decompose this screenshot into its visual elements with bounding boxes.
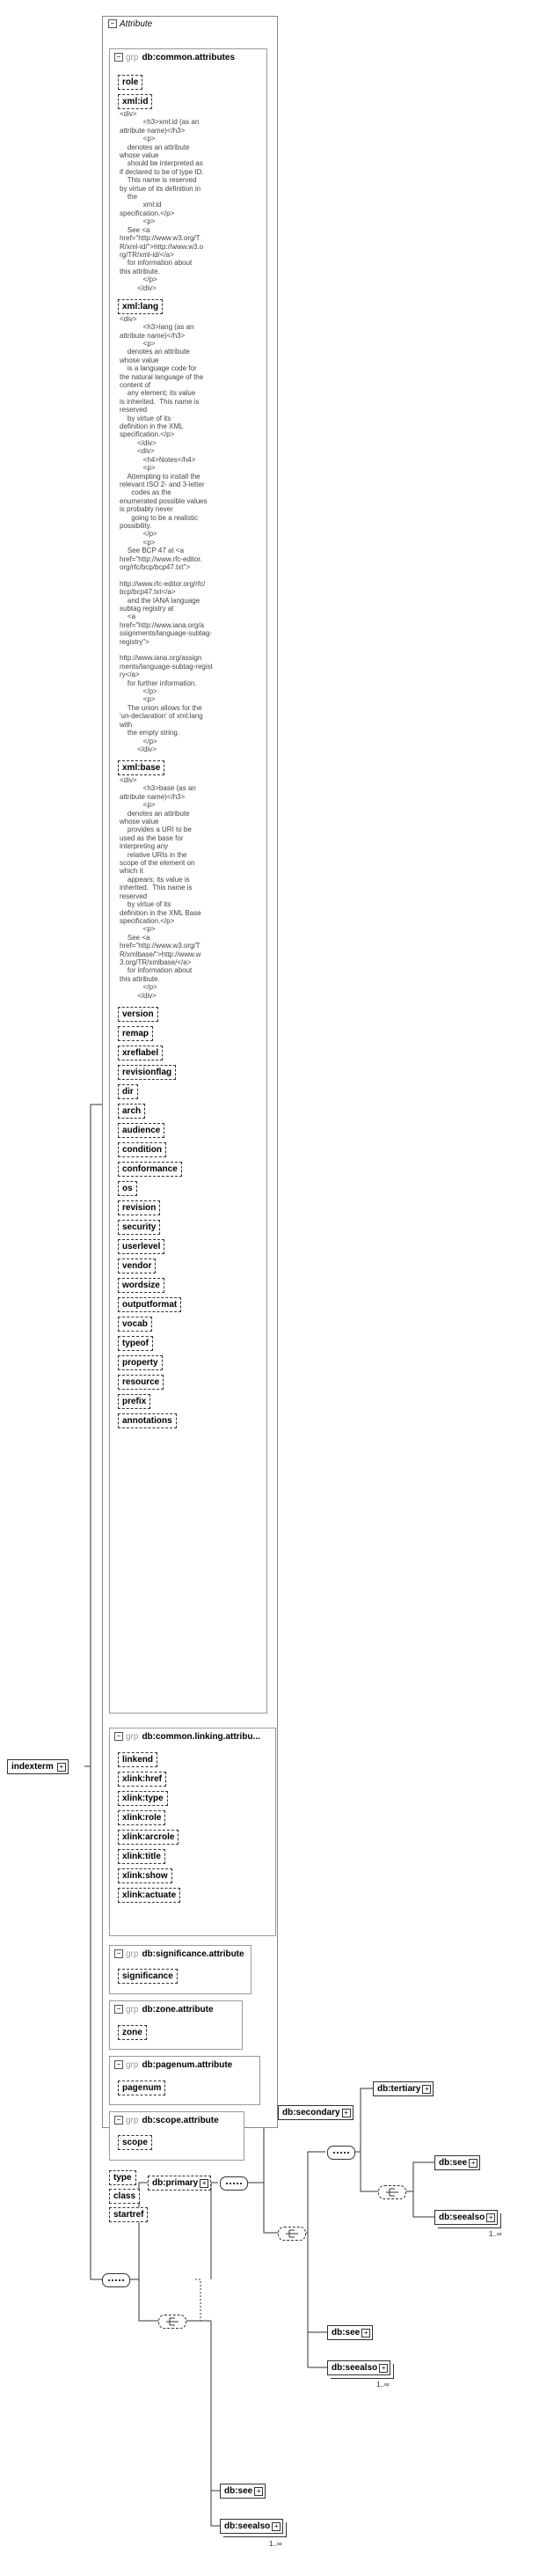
attribute-xml-id[interactable]: xml:id bbox=[118, 94, 152, 109]
expand-icon[interactable]: + bbox=[379, 2364, 388, 2373]
expand-icon[interactable]: + bbox=[486, 2213, 495, 2222]
attribute-class[interactable]: class bbox=[109, 2189, 140, 2204]
attribute-security[interactable]: security bbox=[118, 1220, 160, 1235]
attribute-version[interactable]: version bbox=[118, 1007, 158, 1022]
attribute-xreflabel[interactable]: xreflabel bbox=[118, 1046, 163, 1060]
attribute-xlink-title[interactable]: xlink:title bbox=[118, 1849, 165, 1864]
group-header: − grp db:common.attributes bbox=[114, 53, 235, 62]
collapse-icon[interactable]: − bbox=[114, 2005, 123, 2014]
root-element-indexterm[interactable] bbox=[7, 1759, 69, 1774]
sequence-compositor bbox=[220, 2176, 248, 2191]
attribute-xlink-arcrole[interactable]: xlink:arcrole bbox=[118, 1830, 179, 1845]
choice-compositor bbox=[378, 2185, 406, 2199]
expand-icon[interactable]: + bbox=[272, 2522, 281, 2531]
attribute-condition[interactable]: condition bbox=[118, 1142, 166, 1157]
group-header: − grp db:scope.attribute bbox=[114, 2116, 219, 2125]
attribute-zone[interactable]: zone bbox=[118, 2025, 147, 2040]
attribute-conformance[interactable]: conformance bbox=[118, 1162, 182, 1177]
expand-icon[interactable]: + bbox=[469, 2159, 477, 2168]
attribute-revision[interactable]: revision bbox=[118, 1200, 160, 1215]
choice-compositor bbox=[278, 2227, 306, 2241]
attribute-resource[interactable]: resource bbox=[118, 1375, 164, 1390]
occurrence-label: 1..∞ bbox=[376, 2381, 390, 2389]
attribute-xlink-show[interactable]: xlink:show bbox=[118, 1868, 172, 1883]
root-element-label: indexterm bbox=[11, 1762, 54, 1772]
attribute-xlink-actuate[interactable]: xlink:actuate bbox=[118, 1888, 180, 1903]
sequence-compositor bbox=[327, 2146, 355, 2160]
expand-icon[interactable]: + bbox=[361, 2329, 370, 2337]
collapse-icon[interactable]: − bbox=[114, 1949, 123, 1958]
attribute-prefix[interactable]: prefix bbox=[118, 1394, 150, 1409]
expand-icon[interactable]: + bbox=[254, 2487, 263, 2496]
attribute-dir[interactable]: dir bbox=[118, 1084, 138, 1099]
attribute-linkend[interactable]: linkend bbox=[118, 1752, 157, 1767]
attribute-property[interactable]: property bbox=[118, 1355, 163, 1370]
attribute-audience[interactable]: audience bbox=[118, 1123, 164, 1138]
attribute-vocab[interactable]: vocab bbox=[118, 1317, 152, 1332]
attribute-vendor[interactable]: vendor bbox=[118, 1259, 156, 1273]
collapse-icon[interactable]: − bbox=[108, 19, 117, 28]
sequence-compositor bbox=[102, 2273, 130, 2287]
attribute-xlink-role[interactable]: xlink:role bbox=[118, 1810, 165, 1825]
expand-icon[interactable]: + bbox=[200, 2179, 208, 2188]
collapse-icon[interactable]: − bbox=[114, 1732, 123, 1741]
attribute-xml-lang[interactable]: xml:lang bbox=[118, 299, 163, 314]
attribute-significance[interactable]: significance bbox=[118, 1969, 178, 1984]
group-header: − grp db:significance.attribute bbox=[114, 1949, 244, 1959]
attribute-revisionflag[interactable]: revisionflag bbox=[118, 1065, 176, 1080]
attribute-arch[interactable]: arch bbox=[118, 1104, 145, 1119]
attribute-typeof[interactable]: typeof bbox=[118, 1336, 153, 1351]
element-db-primary[interactable]: db:primary + bbox=[148, 2176, 211, 2191]
attribute-xlink-type[interactable]: xlink:type bbox=[118, 1791, 168, 1806]
element-db-tertiary[interactable]: db:tertiary + bbox=[373, 2081, 434, 2096]
element-db-seealso-level2[interactable]: db:seealso + bbox=[327, 2360, 390, 2375]
element-db-secondary[interactable]: db:secondary + bbox=[278, 2105, 354, 2120]
attribute-type[interactable]: type bbox=[109, 2170, 136, 2185]
attribute-documentation: <div> <h3>base (as an attribute name)</h3> <p> denotes an attribute whose value provides a URI to be used as the base for interpreting any relative URIs in the scope of the element on which it appears; its value is inherited. This name is reserved by virtue of its definition in the XML Base specification.</p> <p> See <a href="http://www.w3.org/T R/xmlbase/">http://www.w 3.org/TR/xmlbase/</a> for information about this attribute. </p> </div> bbox=[120, 776, 201, 1000]
group-header: − grp db:pagenum.attribute bbox=[114, 2060, 232, 2070]
collapse-icon[interactable]: − bbox=[114, 53, 123, 62]
attribute-userlevel[interactable]: userlevel bbox=[118, 1239, 164, 1254]
expand-icon[interactable]: + bbox=[57, 1763, 66, 1772]
attribute-role[interactable]: role bbox=[118, 75, 142, 90]
attribute-remap[interactable]: remap bbox=[118, 1026, 153, 1041]
element-db-see-level3[interactable]: db:see + bbox=[434, 2155, 480, 2170]
group-header: − grp db:common.linking.attribu... bbox=[114, 1732, 260, 1742]
expand-icon[interactable]: + bbox=[422, 2085, 431, 2094]
element-db-seealso-level3[interactable]: db:seealso + bbox=[434, 2210, 498, 2225]
element-db-see-level2[interactable]: db:see + bbox=[327, 2325, 373, 2340]
attribute-panel-title: − Attribute bbox=[108, 19, 152, 29]
attribute-documentation: <div> <h3>xml:id (as an attribute name)</h3> <p> denotes an attribute whose value should be interpreted as if declared to be of type ID. This name is reserved by virtue of its definition in the xml:id specification.</p> <p> See <a href="http://www.w3.org/T R/xml-id/">http://www.w3.o rg/TR/xml-id/</a> for information about this attribute. </p> </div> bbox=[120, 110, 204, 292]
attribute-xlink-href[interactable]: xlink:href bbox=[118, 1772, 166, 1787]
occurrence-label: 1..∞ bbox=[489, 2230, 502, 2238]
attribute-startref[interactable]: startref bbox=[109, 2207, 148, 2222]
expand-icon[interactable]: + bbox=[342, 2109, 351, 2117]
attribute-scope[interactable]: scope bbox=[118, 2135, 152, 2150]
element-db-see-level1[interactable]: db:see + bbox=[220, 2484, 266, 2499]
attribute-xml-base[interactable]: xml:base bbox=[118, 760, 164, 775]
attribute-annotations[interactable]: annotations bbox=[118, 1413, 177, 1428]
attribute-wordsize[interactable]: wordsize bbox=[118, 1278, 164, 1293]
occurrence-label: 1..∞ bbox=[269, 2540, 282, 2548]
attribute-outputformat[interactable]: outputformat bbox=[118, 1297, 181, 1312]
attribute-os[interactable]: os bbox=[118, 1181, 137, 1196]
collapse-icon[interactable]: − bbox=[114, 2116, 123, 2125]
collapse-icon[interactable]: − bbox=[114, 2060, 123, 2069]
attribute-pagenum[interactable]: pagenum bbox=[118, 2081, 165, 2095]
attribute-documentation: <div> <h3>lang (as an attribute name)</h3> <p> denotes an attribute whose value is a language code for the natural language of the content of any element; its value is inherited. This name is reserved by virtue of its definition in the XML specification.</p> </div> <div> <h4>Notes</h4> <p> Attempting to install the relevant ISO 2- and 3-letter codes as the enumerated possible values is probably never going to be a realistic possibility. </p> <p> See BCP 47 at <a href="http://www.rfc-editor. org/rfc/bcp/bcp47.txt"> http://www.rfc-editor.org/rfc/ bcp/bcp47.txt</a> and the IANA language subtag registry at <a href="http://www.iana.org/a ssignments/language-subtag- registry"> http://www.iana.org/assign ments/language-subtag-regist ry</a> for further information. </p> <p> The union allows for the 'un-declaration' of xml:lang with the empty string. </p> </div> bbox=[120, 314, 213, 753]
element-db-seealso-level1[interactable]: db:seealso + bbox=[220, 2519, 283, 2534]
choice-compositor bbox=[158, 2315, 186, 2329]
group-header: − grp db:zone.attribute bbox=[114, 2005, 214, 2015]
